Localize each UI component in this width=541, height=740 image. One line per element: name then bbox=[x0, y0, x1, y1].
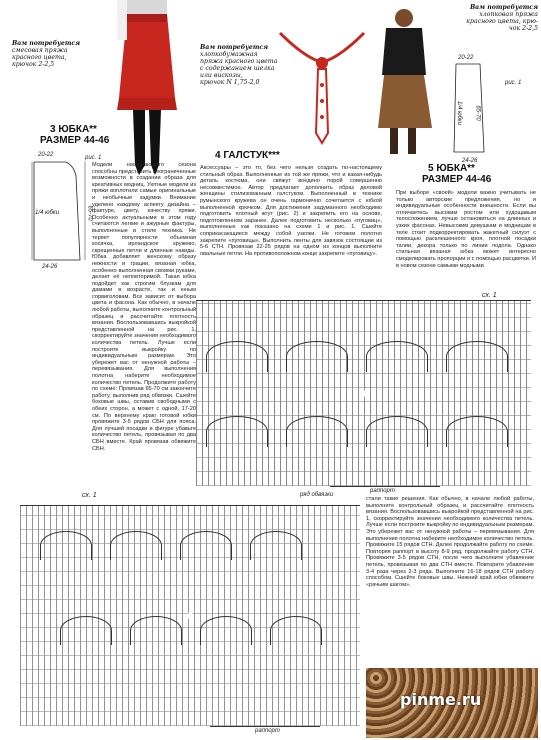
dim-height: 65-70 bbox=[86, 205, 93, 221]
skirt5-yarn-caption: Вам потребуется хлопковая пряжа красного цвета, крю- чок 2-2,5 bbox=[466, 4, 538, 32]
skirt5-title: 5 ЮБКА** bbox=[428, 163, 475, 174]
rapport-label-right: раппорт bbox=[370, 488, 395, 494]
dim5-quarter: 1/4 юбки bbox=[456, 100, 463, 126]
figure-label-right: рис. 1 bbox=[505, 80, 522, 86]
intro-text: Модели наступающего сезона способны представить неограниченные возможности в создании образа для креативных модниц. Уютные модели из пряжи воплотили самые оригинальные и необычные задумки. Внимание уделено каждому аспекту дизайна – фактуре, цвету, качеству пряжи. Особенно актуальными в этом году считаются легкие и ажурные фактуры, выполненные в стиле техника. Не теряет популярности объемная косичка, ирландское кружево, скрещенные петли и длинные накиды. Юбка добавляет женскому образу нежности и грации, вязаная юбка, особенно выполненная своими руками, делает её неповторимой. Такая юбка подойдет как строгим блузкам для дамами в возрасте, так и юным сорвиголовам. Все зависит от выбора цвета и фасона. Как обычно, в начале любой работы, выполните контрольный образец и рассчитайте плотность вязания. Воспользовавшись выкройкой представленной на рис. 1, скорректируйте значения необходимого количества петель. Лучше если построите выкройку по индивидуальным размерам. Это убережет вас от ненужной работы – перевязывания. Для выполнения полотна наберите необходимое количество петель. Продолжите работу по схеме: Провязав 65-70 см закончите работу, выполнив ряд обвязки. Сшейте боковые швы, оставив свободными с обеих сторон, а может с одной, 17-20 см. По верхнему краю готовой юбки провяжите 3-5 рядов СБН для пояса. Для лучшей посадки и фигуре убавьте количество петель, провязывая по два СБН вместе. Край провязав обвяжите СБН. bbox=[92, 162, 196, 452]
skirt5-text-bottom: стали такие решения. Как обычно, в начале любой работы, выполните контрольный образец и рассчитайте плотность вязания. Воспользовавшись выкройкой представленной на рис. 1, скорректируйте значения необходимого количества петель. Лучше если построите выкройку по индивидуальным размерам. Это убережет вас от ненужной работы – перевязывания. Для выполнения полотна наберите необходимое количество петель. Провяжите 15 рядов СТН. Далее продолжайте работу по схеме. Повторяя раппорт в высоту 8-9 ряд, продолжайте работу СТН. Провяжите 3-5 рядов СТН, после чего выполните убавление петель, провязывая по два СТН вместе. Повторите убавление 3-4 раза через 2-3 ряда. Выполните 16-18 рядов СТН работу способом. Сшейте боковые швы. Нижний край юбки обвяжите «рачьим шагом». bbox=[366, 496, 534, 588]
skirt3-pattern-diagram bbox=[30, 160, 90, 275]
dim-bottom-width: 24-26 bbox=[42, 264, 58, 270]
row-label: ряд обвязки bbox=[300, 492, 334, 498]
skirt3-size: РАЗМЕР 44-46 bbox=[40, 135, 110, 146]
skirt5-text-top: При выборе «своей» модели важно учитывать не только авторские предложения, но и индивидуальные особенности внешности. Если вы отличаетесь высоким ростом или худощавым телосложением, лучше остановиться на длинных и узких фасонах. Невысоким девушкам и модницам в теле стоит подкорректировать жакетный силуэт с помощью расклешенного кроя, плотной посадки талии, декора только по линии подола. Однако стильная вязаная юбка может интересно смоделировать пропорции и с помощью расцветки. И в новом сезоне самыми модными bbox=[396, 190, 536, 269]
scheme-label-bottom: сх. 1 bbox=[82, 492, 97, 499]
figure-label: рис. 1 bbox=[85, 155, 102, 161]
dim-quarter: 1/4 юбки bbox=[35, 210, 60, 216]
skirt3-photo bbox=[105, 0, 190, 180]
dim5-top: 20-22 bbox=[458, 55, 474, 61]
scheme-label-right: сх. 1 bbox=[482, 292, 497, 299]
dim-top-width: 20-22 bbox=[38, 152, 54, 158]
scheme-chart-right bbox=[196, 300, 531, 486]
tie-title: 4 ГАЛСТУК*** bbox=[215, 150, 280, 161]
dim5-bottom: 24-26 bbox=[462, 158, 478, 164]
skirt3-yarn-caption: Вам потребуется смесовая пряжа красного цвета, крючок 2-2,5 bbox=[12, 40, 81, 68]
dim5-height: 65-70 bbox=[474, 105, 481, 121]
scheme-chart-bottom bbox=[20, 505, 360, 726]
tie-photo bbox=[272, 25, 372, 150]
rapport-bracket-bottom bbox=[210, 726, 320, 727]
rapport-label-bottom: раппорт bbox=[255, 728, 280, 734]
skirt3-title: 3 ЮБКА** bbox=[50, 124, 97, 135]
skirt5-size: РАЗМЕР 44-46 bbox=[422, 174, 492, 185]
tie-text: Аксессуары – это то, без чего нельзя создать по-настоящему стильный образ. Выполненные из той же пряжи, что и какая-нибудь деталь костюма, они свяжут воедино порой совершенно несовместимое. Автор предлагает дополнить образ деловой женщины стилизованным галстуком. Выполненный в технике румынского кружева он очень гармонично сочетается с юбкой выполненной крючком. Для достижения задуманного необходимо подготовить плотный жгут (рис. 2) и закрепить его на основе, подготовленном заранее. Далее подготовить несколько «пуговиц», выполненных как показано на схеме 1 и рис. 1. Сшейте соприкасающиеся между собой узелки. Не готовом полотно закрепите «пуговицы». Выполнить ленты для завязок состоящие из 5-6 СТН. Провязав 22-25 рядов на одном из концов выполните овальные петли. На противоположном конце закрепите «пуговицу». bbox=[200, 165, 382, 257]
skirt5-photo bbox=[370, 0, 440, 160]
rapport-bracket-right bbox=[330, 486, 440, 487]
watermark: pinme.ru bbox=[400, 690, 482, 709]
tie-yarn-caption: Вам потребуется хлопкобумажная пряжа красного цвета с содержанием шелка или вискозы, крючок N 1,75-2,0 bbox=[200, 44, 278, 86]
